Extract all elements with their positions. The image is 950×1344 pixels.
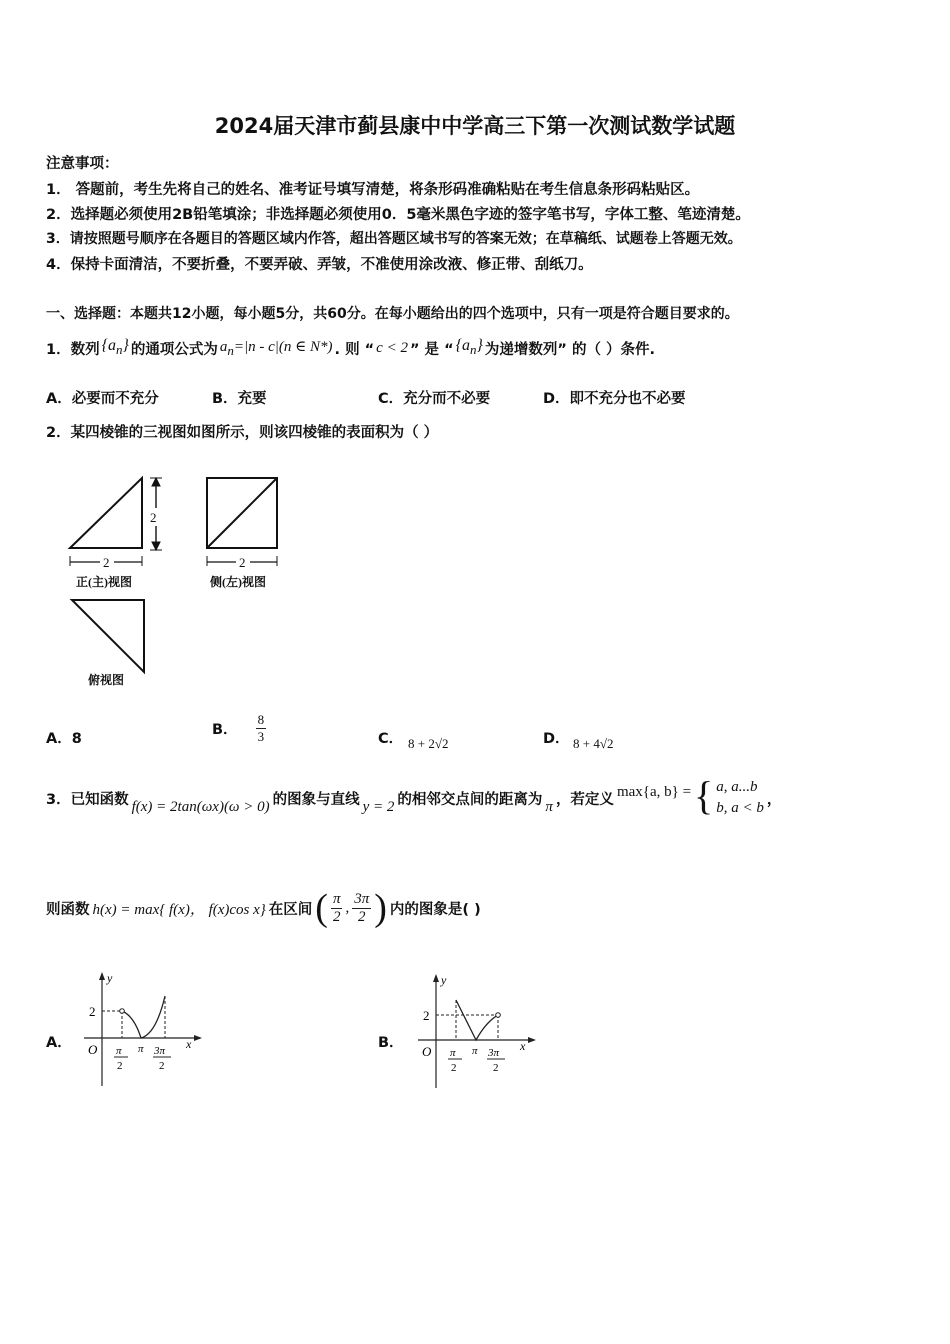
front-caption: 正(主)视图 [76, 575, 132, 589]
q2-option-b-fraction: $\frac{8}{3}$ [257, 712, 265, 744]
q2-option-b: B． $\frac{8}{3}$ [212, 712, 265, 744]
q3-graph-b [410, 970, 540, 1095]
notice-heading: 注意事项： [46, 156, 119, 172]
page-title: 2024届天津市蓟县康中中学高三下第一次测试数学试题 [214, 114, 736, 138]
q3-distance: π [545, 798, 553, 815]
graph-a-x-label: x [186, 1037, 192, 1051]
q3-function: f(x) = 2tan(ωx)(ω > 0) [131, 798, 270, 815]
side-width-dim: 2 [239, 555, 246, 570]
section-heading: 一、选择题：本题共12小题，每小题5分，共60分。在每小题给出的四个选项中，只有一项是符合题目要求的。 [46, 306, 739, 322]
q2-option-d-label: D． [543, 731, 570, 747]
question-2-stem: 2．某四棱锥的三视图如图所示，则该四棱锥的表面积为（ ） [46, 425, 439, 441]
q3-h-def: h(x) = max{ f(x)， f(x)cos x} [92, 901, 266, 918]
graph-b-x-label: x [520, 1039, 526, 1053]
q1-text-5: 为递增数列” 的（ ）条件. [484, 341, 656, 358]
q1-option-a: A．必要而不充分 [46, 391, 159, 407]
q3-interval-left: $\frac{\pi}{2}$ [332, 890, 341, 925]
front-width-dim: 2 [103, 555, 110, 570]
q1-text-3: . 则 “ [334, 341, 375, 358]
q3-line: y = 2 [362, 798, 395, 815]
three-view-figure [60, 470, 300, 700]
graph-a-tick-3pi-half-num: 3π [154, 1045, 166, 1057]
graph-a-y-label: y [107, 971, 113, 985]
q1-lead: 1．数列 [46, 341, 100, 358]
notice-item-4: 4．保持卡面清洁，不要折叠，不要弄破、弄皱，不准使用涂改液、修正带、刮纸刀。 [46, 257, 593, 273]
graph-b-y-tick: 2 [423, 1008, 430, 1023]
q1-option-c: C．充分而不必要 [378, 391, 491, 407]
q3-max-def: max{a, b} = [616, 783, 692, 800]
graph-b-tick-3pi-half-den: 2 [493, 1062, 499, 1074]
q3-option-b-label: B． [378, 1035, 404, 1051]
graph-a-tick-pi: π [138, 1043, 144, 1055]
question-3-stem: 3．已知函数 f(x) = 2tan(ωx)(ω > 0) 的图象与直线 y = 2 的相邻交点间的距离为 π ，若定义 max{a, b} = { a, a...b b, a < b ， [46, 773, 782, 818]
graph-a-tick-pi-half-den: 2 [117, 1060, 123, 1072]
question-1-stem [46, 330, 655, 366]
q1-text-4: ” 是 “ [409, 341, 454, 358]
notice-item-1: 1． 答题前，考生先将自己的姓名、准考证号填写清楚，将条形码准确粘贴在考生信息条形码粘贴区。 [46, 182, 700, 198]
q3-interval-right: $\frac{3\pi}{2}$ [354, 890, 370, 925]
side-caption: 侧(左)视图 [210, 575, 266, 589]
notice-item-3: 3．请按照题号顺序在各题目的答题区域内作答，超出答题区域书写的答案无效；在草稿纸、试题卷上答题无效。 [46, 231, 742, 247]
graph-b-tick-pi: π [472, 1045, 478, 1057]
graph-b-tick-3pi-half-num: 3π [488, 1047, 500, 1059]
q1-seq-b: $\{a_n\}$ [455, 337, 483, 358]
q2-option-a: A．8 [46, 731, 82, 747]
graph-b-y-label: y [441, 973, 447, 987]
q1-text-2: 的通项公式为 [130, 341, 218, 358]
graph-b-tick-pi-half-num: π [450, 1047, 456, 1059]
graph-b-origin: O [422, 1044, 432, 1059]
top-caption: 俯视图 [88, 673, 125, 687]
top-view [72, 600, 144, 672]
front-height-dim: 2 [150, 510, 157, 525]
graph-a-origin: O [88, 1042, 98, 1057]
side-view [207, 478, 277, 566]
graph-a-tick-3pi-half-den: 2 [159, 1060, 165, 1072]
q1-formula: $a_n=|n - c|(n$ ∈ N*) [219, 339, 333, 358]
q2-option-d-value: 8 + 4√2 [573, 736, 614, 751]
notice-item-2: 2．选择题必须使用2B铅笔填涂；非选择题必须使用0．5毫米黑色字迹的签字笔书写，字体工整、笔迹清楚。 [46, 207, 750, 223]
q3-cases: a, a...b b, a < b [716, 779, 764, 816]
q2-option-c-label: C． [378, 731, 404, 747]
graph-b-tick-pi-half-den: 2 [451, 1062, 457, 1074]
q3-brace: { [694, 773, 714, 818]
graph-a-y-tick: 2 [89, 1004, 96, 1019]
question-3-stem-2: 则函数 h(x) = max{ f(x)， f(x)cos x} 在区间 ( $\frac{\pi}{2}$ , $\frac{3\pi}{2}$ ) 内的图象是( ) [46, 887, 481, 929]
q3-graph-a [76, 968, 206, 1093]
q2-option-c-value: 8 + 2√2 [408, 736, 449, 751]
q1-seq-a: $\{a_n\}$ [101, 337, 129, 358]
q3-option-a-label: A． [46, 1035, 72, 1051]
graph-a-tick-pi-half-num: π [116, 1045, 122, 1057]
q1-condition: c < 2 [376, 339, 408, 356]
q1-option-b: B．充要 [212, 391, 267, 407]
q1-option-d: D．即不充分也不必要 [543, 391, 686, 407]
